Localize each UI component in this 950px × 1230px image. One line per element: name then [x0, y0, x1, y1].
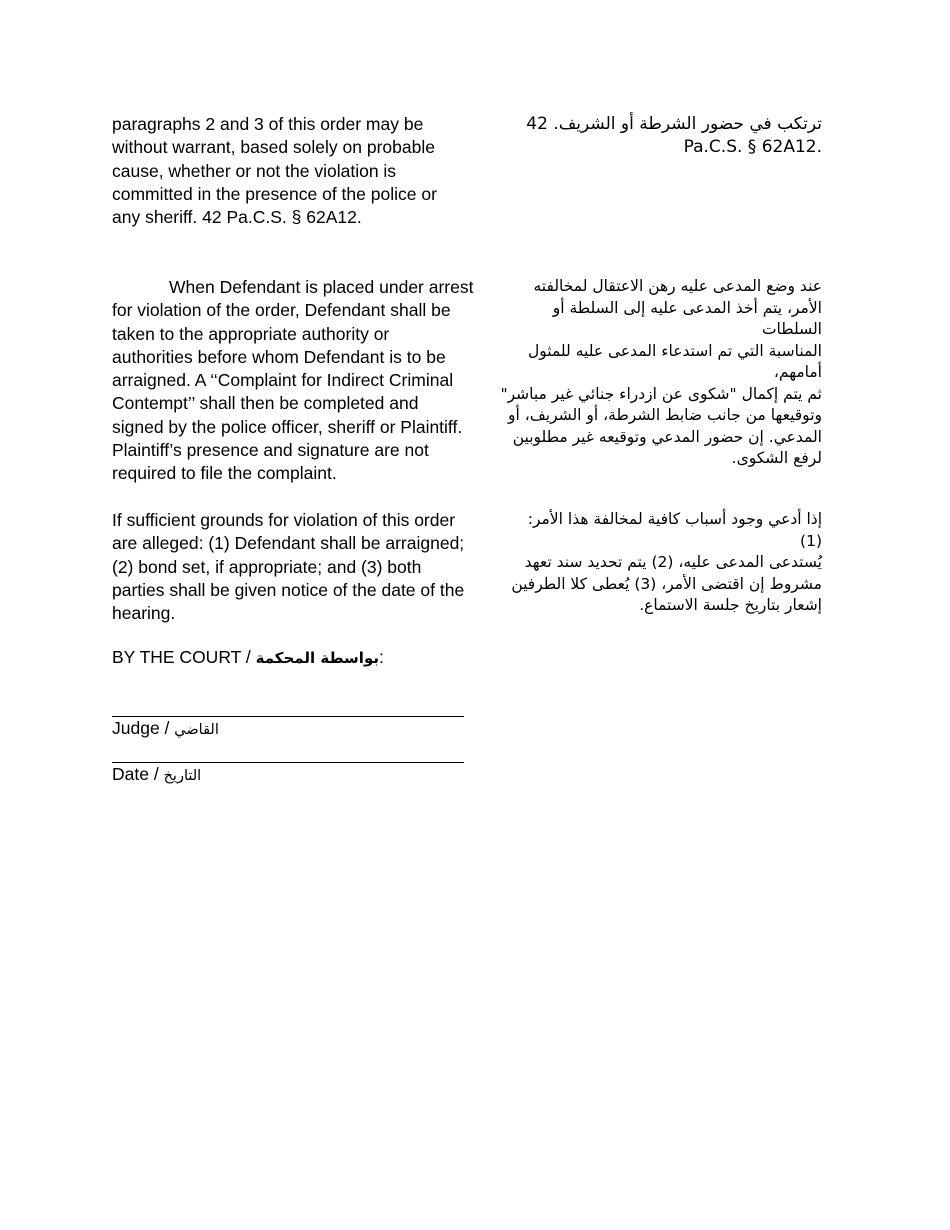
arabic-paragraph-grounds: إذا أدعي وجود أسباب كافية لمخالفة هذا الأمر: (1) يُستدعى المدعى عليه، (2) يتم تحديد سند تعهد مشروط إن اقتضى الأمر، (3) يُعطى كلا الطرفين إشعار بتاريخ جلسة الاستماع. — [511, 510, 822, 614]
judge-label-english: Judge / — [112, 718, 175, 738]
by-the-court-heading — [112, 647, 384, 668]
date-label-arabic: التاريخ — [163, 768, 202, 784]
by-the-court-suffix: : — [379, 647, 384, 667]
english-paragraph-grounds: If sufficient grounds for violation of this order are alleged: (1) Defendant shall be arraigned; (2) bond set, if appropriate; and (3) both parties shall be given notice of the date of the hearing. — [112, 510, 465, 624]
date-signature-line — [112, 762, 464, 763]
date-label — [112, 764, 201, 785]
judge-signature-line — [112, 716, 464, 717]
judge-label-arabic: القاضي — [174, 722, 219, 738]
arabic-paragraph-warrant: ترتكب في حضور الشرطة أو الشريف. 42 .Pa.C.S. § 62A12 — [526, 114, 822, 157]
judge-label — [112, 718, 219, 739]
date-label-english: Date / — [112, 764, 164, 784]
arabic-paragraph-arrest: عند وضع المدعى عليه رهن الاعتقال لمخالفته الأمر، يتم أخذ المدعى عليه إلى السلطة أو السلطات المناسبة التي تم استدعاء المدعى عليه للمثول أمامهم، ثم يتم إكمال "شكوى عن ازدراء جنائي غير مباشر" وتوقيعها من جانب ضابط الشرطة، أو الشريف، أو المدعي. إن حضور المدعي وتوقيعه غير مطلوبين لرفع الشكوى. — [500, 277, 822, 467]
english-paragraph-arrest: When Defendant is placed under arrest for violation of the order, Defendant shall be taken to the appropriate authority or authorities before whom Defendant is to be arraigned. A ‘‘Complaint for Indirect Criminal Contempt’’ shall then be completed and signed by the police officer, sheriff or Plaintiff. Plaintiff’s presence and signature are not required to file the complaint. — [112, 277, 474, 484]
by-the-court-arabic: بواسطة المحكمة — [255, 649, 379, 667]
by-the-court-english: BY THE COURT / — [112, 647, 256, 667]
english-paragraph-warrant: paragraphs 2 and 3 of this order may be without warrant, based solely on probable cause, whether or not the violation is committed in the presence of the police or any sheriff. 42 Pa.C.S. § 62A12. — [112, 114, 437, 228]
